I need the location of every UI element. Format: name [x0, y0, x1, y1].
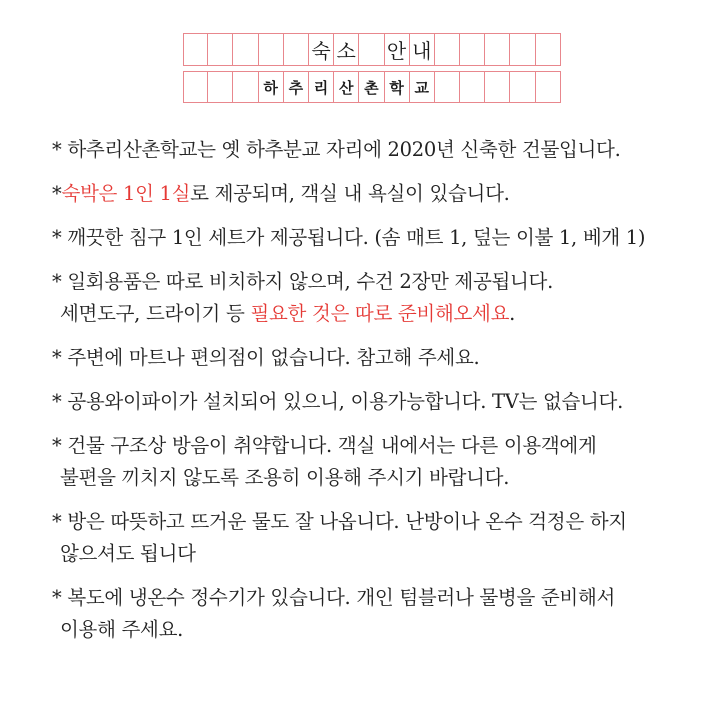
note-line: [52, 390, 623, 413]
title-cell: 숙: [309, 34, 334, 65]
title-cell: [359, 34, 384, 65]
note-line: [52, 510, 627, 533]
note-item: [52, 178, 510, 210]
note-text: 않으셔도 됩니다: [60, 542, 196, 565]
subtitle-cell: 학: [385, 72, 410, 102]
note-text: * 방은 따뜻하고 뜨거운 물도 잘 나옵니다. 난방이나 온수 걱정은 하지: [52, 510, 627, 533]
note-line: [52, 346, 479, 369]
note-line: [52, 298, 553, 330]
subtitle-cell: [460, 72, 485, 102]
title-grid: [183, 33, 561, 103]
note-line: [52, 538, 627, 570]
subtitle-cell: 교: [410, 72, 435, 102]
note-text: *: [52, 182, 62, 205]
subtitle-cell: [435, 72, 460, 102]
note-item: [52, 582, 615, 646]
title-row: [183, 33, 561, 66]
note-line: [52, 462, 597, 494]
note-text: * 일회용품은 따로 비치하지 않으며, 수건 2장만 제공됩니다.: [52, 270, 553, 293]
note-line: [52, 138, 621, 161]
subtitle-cell: [485, 72, 510, 102]
note-text: * 공용와이파이가 설치되어 있으니, 이용가능합니다. TV는 없습니다.: [52, 390, 623, 413]
note-text: * 복도에 냉온수 정수기가 있습니다. 개인 텀블러나 물병을 준비해서: [52, 586, 616, 609]
note-item: [52, 506, 627, 570]
subtitle-cell: 촌: [359, 72, 384, 102]
note-line: [52, 614, 615, 646]
note-line: [52, 226, 645, 249]
note-line: [52, 434, 597, 457]
note-item: [52, 386, 623, 418]
subtitle-cell: [536, 72, 561, 102]
title-cell: [460, 34, 485, 65]
title-cell: 소: [334, 34, 359, 65]
subtitle-cell: 하: [259, 72, 284, 102]
title-cell: [259, 34, 284, 65]
note-item: [52, 134, 621, 166]
title-cell: [485, 34, 510, 65]
title-cell: 안: [385, 34, 410, 65]
title-cell: [208, 34, 233, 65]
note-text: 이용해 주세요.: [60, 618, 184, 641]
note-text: * 건물 구조상 방음이 취약합니다. 객실 내에서는 다른 이용객에게: [52, 434, 597, 457]
title-cell: [510, 34, 535, 65]
note-text: * 주변에 마트나 편의점이 없습니다. 참고해 주세요.: [52, 346, 480, 369]
note-item: [52, 342, 479, 374]
title-cell: [183, 34, 208, 65]
note-line: [52, 586, 615, 609]
subtitle-cell: 산: [334, 72, 359, 102]
note-text: .: [509, 302, 516, 325]
note-text: * 깨끗한 침구 1인 세트가 제공됩니다. (솜 매트 1, 덮는 이불 1, 베개 1): [52, 226, 646, 249]
subtitle-row: [183, 71, 561, 103]
note-text: 세면도구, 드라이기 등: [60, 302, 251, 325]
subtitle-cell: [510, 72, 535, 102]
note-line: [52, 270, 553, 293]
note-item: [52, 266, 553, 330]
subtitle-cell: 리: [309, 72, 334, 102]
title-cell: [233, 34, 258, 65]
note-item: [52, 222, 645, 254]
subtitle-cell: [183, 72, 208, 102]
note-line: [52, 182, 510, 205]
highlight-text: 숙박은 1인 1실: [61, 182, 191, 205]
title-cell: [284, 34, 309, 65]
note-text: 로 제공되며, 객실 내 욕실이 있습니다.: [190, 182, 510, 205]
subtitle-cell: 추: [284, 72, 309, 102]
note-text: 불편을 끼치지 않도록 조용히 이용해 주시기 바랍니다.: [60, 466, 510, 489]
note-text: * 하추리산촌학교는 옛 하추분교 자리에 2020년 신축한 건물입니다.: [52, 138, 621, 161]
title-cell: [536, 34, 561, 65]
highlight-text: 필요한 것은 따로 준비해오세요: [250, 302, 510, 325]
subtitle-cell: [233, 72, 258, 102]
title-cell: 내: [410, 34, 435, 65]
note-item: [52, 430, 597, 494]
title-cell: [435, 34, 460, 65]
subtitle-cell: [208, 72, 233, 102]
